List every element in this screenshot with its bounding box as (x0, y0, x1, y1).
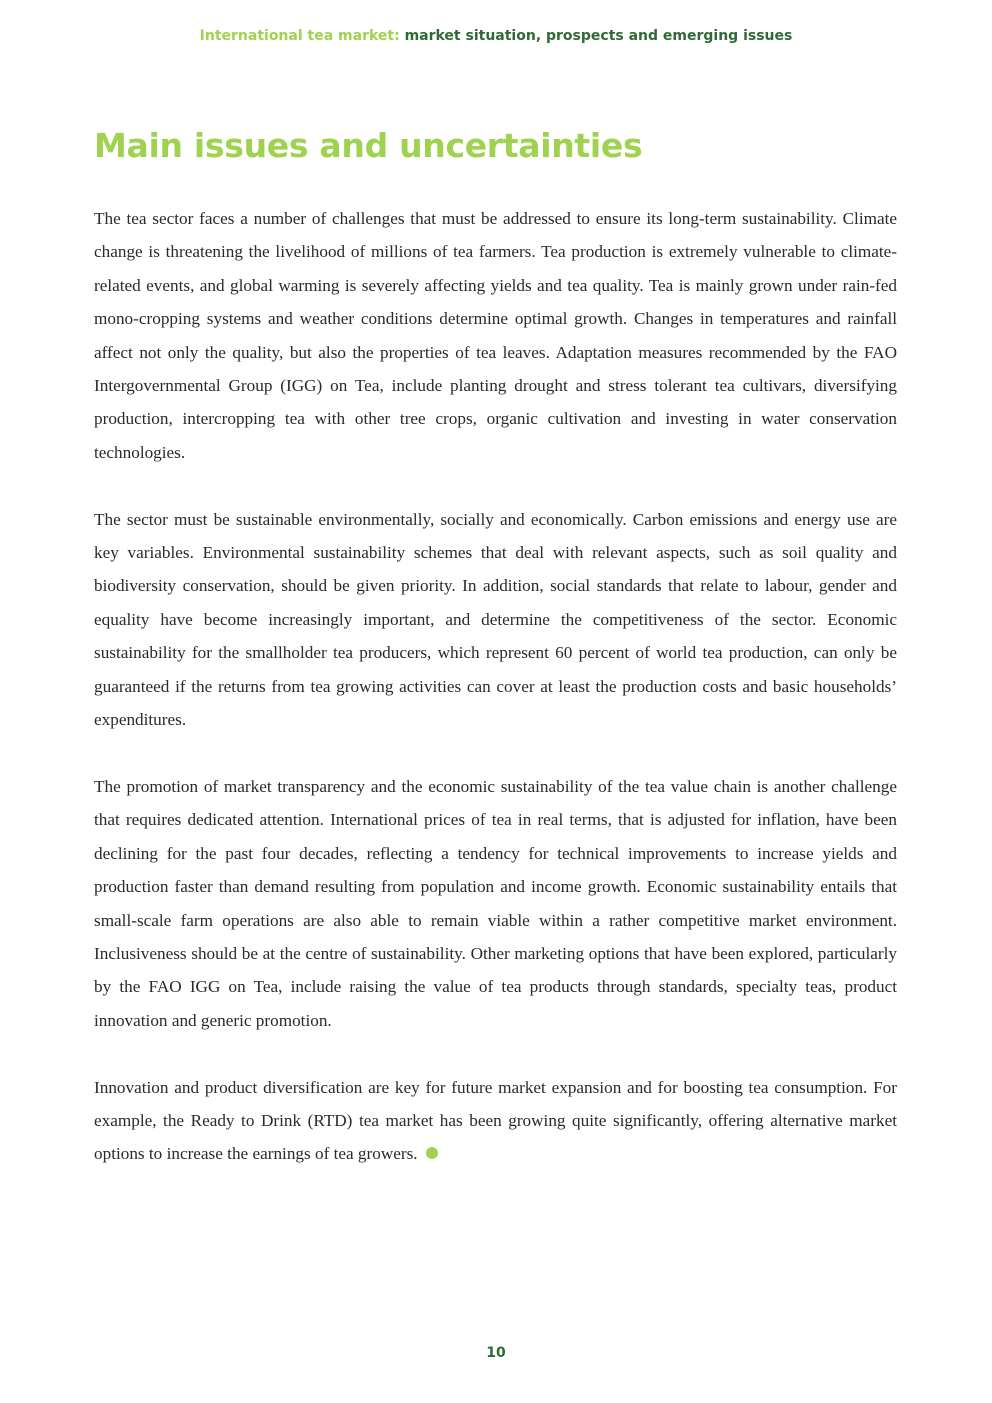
paragraph: The sector must be sustainable environmentally, socially and economically. Carbon emissions and energy use are key variables. Environmental sustainability schemes that deal with relevant aspects, such as soil quality and biodiversity conservation, should be given priority. In addition, social standards that relate to labour, gender and equality have become increasingly important, and determine the competitiveness of the sector. Economic sustainability for the smallholder tea producers, which represent 60 percent of world tea production, can only be guaranteed if the returns from tea growing activities can cover at least the production costs and basic households’ expenditures. (94, 509, 897, 730)
end-of-section-dot-icon (426, 1147, 438, 1159)
paragraph-text: Innovation and product diversification are key for future market expansion and for boosting tea consumption. For example, the Ready to Drink (RTD) tea market has been growing quite significantly, offering alternative market options to increase the earnings of tea growers. (94, 1077, 897, 1164)
header-title-rest: market situation, prospects and emerging issues (404, 28, 793, 44)
page-number: 10 (486, 1345, 506, 1361)
section-title: Main issues and uncertainties (94, 126, 643, 165)
body-text (94, 202, 897, 1204)
header-title-prefix: International tea market: (199, 28, 400, 44)
running-header (0, 28, 992, 44)
paragraph-last (94, 1071, 897, 1171)
paragraph: The promotion of market transparency and the economic sustainability of the tea value chain is another challenge that requires dedicated attention. International prices of tea in real terms, that is adjusted for inflation, have been declining for the past four decades, reflecting a tendency for technical improvements to increase yields and production faster than demand resulting from population and income growth. Economic sustainability entails that small-scale farm operations are also able to remain viable within a rather competitive market environment. Inclusiveness should be at the centre of sustainability. Other marketing options that have been explored, particularly by the FAO IGG on Tea, include raising the value of tea products through standards, specialty teas, product innovation and generic promotion. (94, 776, 897, 1030)
paragraph: The tea sector faces a number of challenges that must be addressed to ensure its long-term sustainability. Climate change is threatening the livelihood of millions of tea farmers. Tea production is extremely vulnerable to climate-related events, and global warming is severely affecting yields and tea quality. Tea is mainly grown under rain-fed mono-cropping systems and weather conditions determine optimal growth. Changes in temperatures and rainfall affect not only the quality, but also the properties of tea leaves. Adaptation measures recommended by the FAO Intergovernmental Group (IGG) on Tea, include planting drought and stress tolerant tea cultivars, diversifying production, intercropping tea with other tree crops, organic cultivation and investing in water conservation technologies. (94, 209, 897, 462)
